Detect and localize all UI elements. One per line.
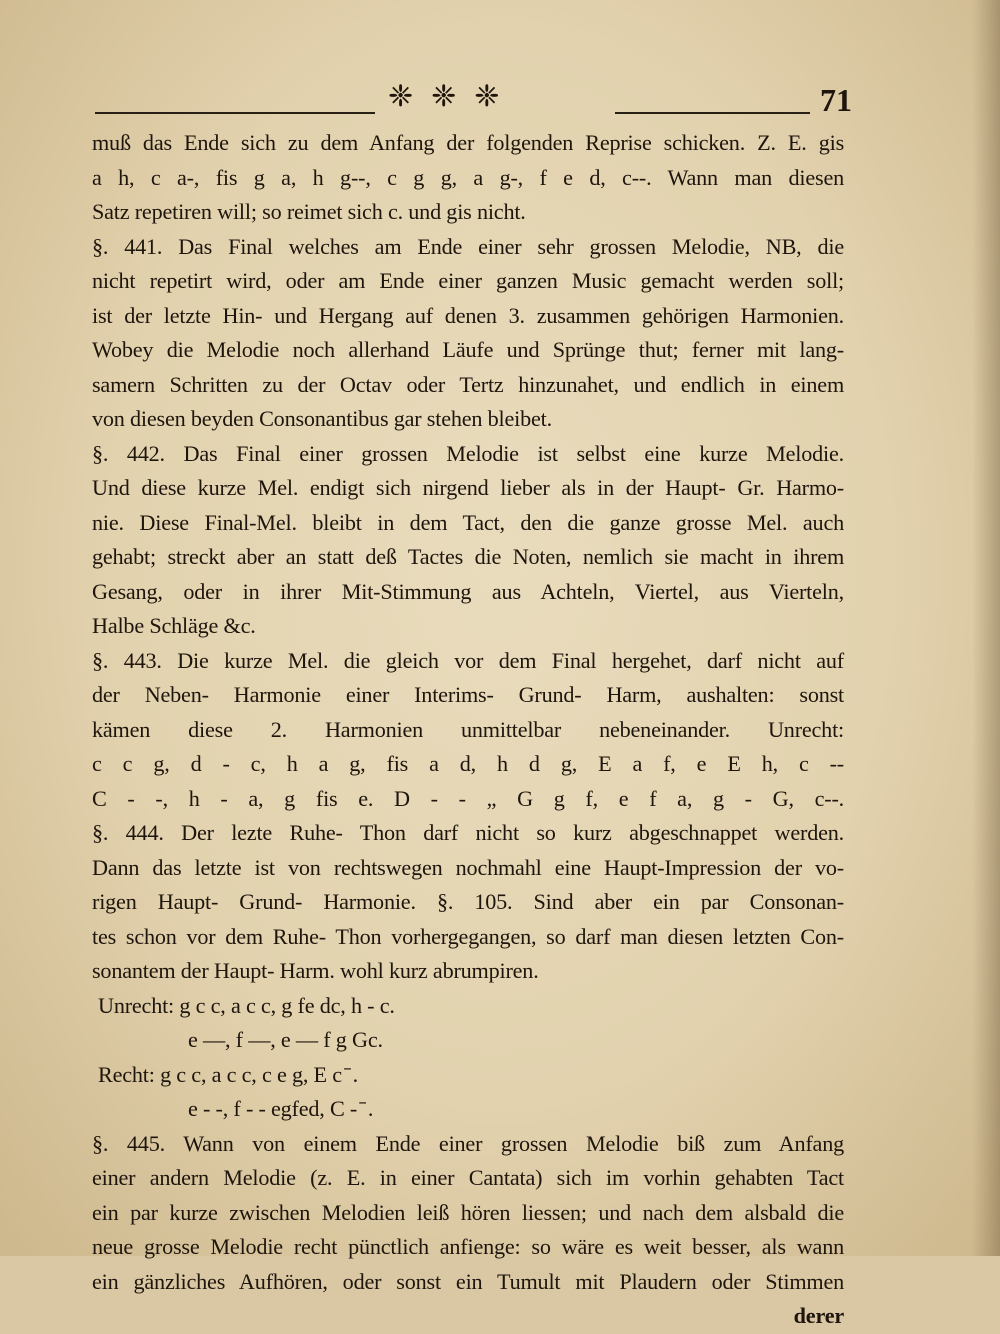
text-line: ist der letzte Hin- und Hergang auf denen 3. zusammen gehörigen Harmonien. — [92, 302, 844, 328]
music-example-wrong: Unrecht: g c c, a c c, g fe dc, h - c. — [98, 992, 395, 1018]
ornament-flower-icon: ❈ — [431, 79, 457, 114]
text-line: §. 445. Wann von einem Ende einer grossen Melodie biß zum Anfang — [92, 1130, 844, 1156]
body-text — [92, 126, 844, 1334]
music-example-right-bass: e - -, f - - egfed, C - ̄ . — [188, 1096, 374, 1121]
page-header — [95, 79, 852, 118]
text-line: samern Schritten zu der Octav oder Tertz hinzunahet, und endlich in einem — [92, 371, 844, 397]
text-line: tes schon vor dem Ruhe- Thon vorhergegangen, so darf man diesen letzten Con- — [92, 923, 844, 949]
page-edge-shadow — [972, 0, 1000, 1256]
text-line: neue grosse Melodie recht pünctlich anfienge: so wäre es weit besser, als wann — [92, 1234, 844, 1259]
text-line: a h, c a-, fis g a, h g--, c g g, a g-, f e d, c--. Wann man diesen — [92, 164, 844, 190]
text-line: C - -, h - a, g fis e. D - - „ G g f, e f a, g - G, c--. — [92, 785, 844, 811]
text-line: Gesang, oder in ihrer Mit-Stimmung aus Achteln, Viertel, aus Vierteln, — [92, 578, 844, 604]
text-line: §. 444. Der lezte Ruhe- Thon darf nicht so kurz abgeschnappet werden. — [92, 820, 844, 845]
catchword: derer — [793, 1303, 844, 1328]
text-line: §. 441. Das Final welches am Ende einer sehr grossen Melodie, NB, die — [92, 233, 844, 259]
text-line: gehabt; streckt aber an statt deß Tactes die Noten, nemlich sie macht in ihrem — [92, 544, 844, 569]
text-line: kämen diese 2. Harmonien unmittelbar nebeneinander. Unrecht: — [92, 716, 844, 742]
text-line: muß das Ende sich zu dem Anfang der folgenden Reprise schicken. Z. E. gis — [92, 130, 844, 155]
music-example-wrong-bass: e —, f —, e — f g Gc. — [188, 1027, 383, 1052]
text-line: rigen Haupt- Grund- Harmonie. §. 105. Sind aber ein par Consonan- — [92, 889, 844, 914]
text-line: Wobey die Melodie noch allerhand Läufe und Sprünge thut; ferner mit lang- — [92, 337, 844, 362]
text-line: nicht repetirt wird, oder am Ende einer ganzen Music gemacht werden soll; — [92, 268, 844, 293]
text-line: einer andern Melodie (z. E. in einer Cantata) sich im vorhin gehabten Tact — [92, 1165, 844, 1190]
text-line: c c g, d - c, h a g, fis a d, h d g, E a f, e E h, c -- — [92, 751, 844, 776]
text-line: Dann das letzte ist von rechtswegen nochmahl eine Haupt-Impression der vo- — [92, 854, 844, 880]
text-line: Halbe Schläge &c. — [92, 613, 256, 638]
text-line: ein par kurze zwischen Melodien leiß hören liessen; und nach dem alsbald die — [92, 1199, 844, 1225]
text-line: nie. Diese Final-Mel. bleibt in dem Tact, den die ganze grosse Mel. auch — [92, 509, 844, 535]
text-line: ein gänzliches Aufhören, oder sonst ein Tumult mit Plaudern oder Stimmen — [92, 1268, 844, 1294]
header-rule-right — [615, 112, 810, 114]
text-line: §. 442. Das Final einer grossen Melodie ist selbst eine kurze Melodie. — [92, 440, 844, 466]
header-rule-left — [95, 112, 375, 114]
ornament-flower-icon: ❈ — [474, 79, 500, 114]
page-number: 71 — [820, 82, 852, 118]
text-line: Satz repetiren will; so reimet sich c. und gis nicht. — [92, 199, 526, 224]
text-line: §. 443. Die kurze Mel. die gleich vor dem Final hergehet, darf nicht auf — [92, 647, 844, 673]
ornament-flower-icon: ❈ — [388, 79, 414, 114]
text-line: Und diese kurze Mel. endigt sich nirgend lieber als in der Haupt- Gr. Harmo- — [92, 475, 844, 500]
header-ornaments — [388, 79, 608, 114]
music-example-right: Recht: g c c, a c c, c e g, E c ̄ . — [98, 1061, 358, 1087]
text-line: von diesen beyden Consonantibus gar stehen bleibet. — [92, 406, 552, 431]
text-line: der Neben- Harmonie einer Interims- Grund- Harm, aushalten: sonst — [92, 682, 844, 707]
text-line: sonantem der Haupt- Harm. wohl kurz abrumpiren. — [92, 958, 539, 983]
